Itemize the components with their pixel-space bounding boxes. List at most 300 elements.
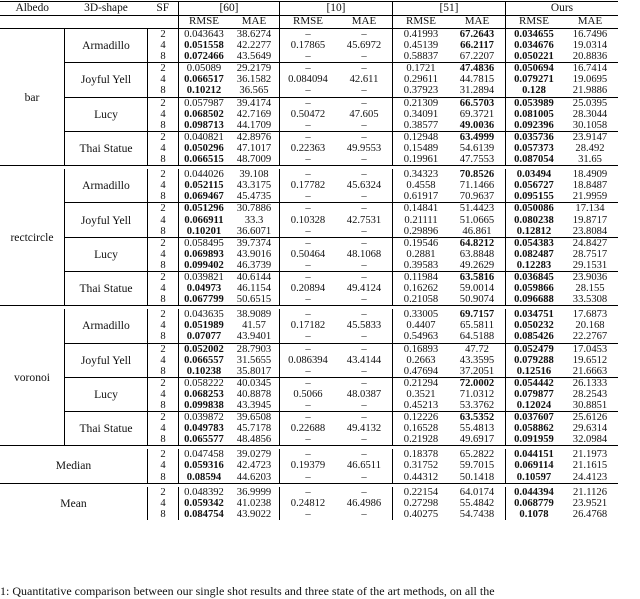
table-cell: –: [336, 237, 393, 249]
table-cell: 0.040821: [179, 131, 230, 143]
table-cell: 0.087054: [506, 154, 563, 166]
table-cell: 0.128: [506, 85, 563, 97]
table-cell: 0.082487: [506, 249, 563, 260]
table-cell: 42.4723: [236, 460, 272, 472]
table-cell: 23.8084: [572, 225, 608, 237]
table-cell: 0.39583: [393, 260, 450, 272]
table-cell: –: [280, 237, 337, 249]
table-cell: –: [361, 309, 367, 321]
table-cell: 43.5649: [236, 51, 272, 63]
table-cell: 0.15489: [393, 143, 450, 154]
table-cell: 55.4842: [459, 497, 495, 509]
table-cell: 0.096688: [506, 294, 563, 306]
table-cell: 0.4558: [393, 180, 450, 191]
table-cell: 0.12226: [393, 412, 450, 424]
table-cell: 28.7517: [572, 248, 608, 260]
table-cell: 45.4735: [236, 191, 272, 203]
table-cell: 0.22363: [280, 143, 337, 154]
shape-label: Joyful Yell: [65, 203, 148, 237]
table-cell: 49.9553: [346, 142, 382, 154]
sf-value: 8: [160, 400, 166, 411]
table-cell: 43.9016: [236, 248, 272, 260]
table-cell: 42.8976: [229, 131, 280, 143]
table-cell: –: [336, 131, 393, 143]
table-cell: 28.3044: [572, 108, 608, 120]
shape-label: Thai Statue: [65, 131, 148, 165]
table-cell: 0.4407: [393, 320, 450, 331]
table-cell: 23.9521: [572, 497, 608, 509]
table-cell: 19.0314: [572, 40, 608, 52]
table-cell: 0.034655: [506, 29, 563, 41]
table-cell: –: [361, 331, 367, 343]
sf-value: 8: [160, 331, 166, 343]
table-cell: 0.072466: [179, 51, 230, 63]
table-cell: 0.068253: [179, 389, 230, 400]
table-cell: 0.10597: [506, 472, 563, 484]
table-cell: 46.861: [462, 225, 492, 237]
table-cell: 0.44312: [393, 472, 450, 484]
table-cell: 0.079271: [506, 74, 563, 85]
table-cell: 0.059342: [179, 498, 230, 509]
table-cell: 32.0984: [572, 434, 608, 446]
table-cell: –: [361, 191, 367, 203]
sf-value: 8: [160, 191, 166, 203]
table-cell: 0.22688: [280, 423, 337, 434]
table-cell: –: [361, 119, 367, 131]
sf-value: 4: [160, 248, 166, 260]
table-cell: 44.7815: [459, 74, 495, 86]
table-cell: 0.050694: [506, 63, 563, 75]
table-cell: 69.7157: [459, 309, 495, 321]
summary-label: Mean: [0, 487, 148, 520]
table-cell: –: [280, 63, 337, 75]
table-body: [0, 29, 618, 520]
shape-label: Thai Statue: [65, 271, 148, 305]
table-cell: –: [280, 412, 337, 424]
table-cell: 0.066517: [179, 74, 230, 85]
table-cell: 0.044394: [506, 487, 563, 498]
table-cell: 0.036845: [506, 271, 563, 283]
albedo-label: voronoi: [0, 309, 65, 446]
header-method-10: [10]: [280, 2, 393, 16]
table-cell: 16.7414: [562, 63, 618, 75]
table-cell: 0.054383: [506, 237, 563, 249]
table-cell: 0.043635: [179, 309, 230, 320]
table-cell: 0.050221: [506, 51, 563, 63]
table-cell: 0.31752: [393, 460, 450, 471]
table-cell: 48.7009: [236, 154, 272, 166]
table-cell: 0.095155: [506, 191, 563, 203]
table-cell: 42.7531: [346, 214, 382, 226]
sf-value: 2: [148, 63, 179, 75]
table-cell: 39.0279: [236, 449, 272, 461]
sf-value: 8: [160, 294, 166, 306]
table-cell: 0.54963: [393, 331, 450, 343]
table-cell: 21.1973: [572, 449, 608, 461]
table-cell: 0.099838: [179, 400, 230, 412]
table-cell: 49.2629: [459, 259, 495, 271]
table-cell: 0.058495: [179, 237, 230, 249]
table-cell: 0.10238: [179, 366, 230, 378]
table-cell: 64.0174: [459, 486, 495, 498]
table-cell: 0.45213: [393, 400, 450, 412]
table-cell: 17.6873: [572, 309, 608, 321]
table-cell: 36.6071: [236, 225, 272, 237]
table-cell: 37.2051: [459, 365, 495, 377]
table-cell: 0.053989: [506, 97, 563, 109]
table-cell: –: [361, 154, 367, 166]
table-cell: 21.1615: [572, 460, 608, 472]
table-cell: 47.1017: [236, 142, 272, 154]
summary-row: [0, 449, 618, 460]
table-row: [0, 271, 618, 283]
table-cell: –: [280, 509, 337, 520]
table-cell: 0.081005: [506, 109, 563, 120]
table-cell: 48.1068: [346, 248, 382, 260]
table-cell: 0.21294: [393, 377, 450, 389]
table-cell: 39.108: [239, 169, 269, 181]
table-cell: 0.58837: [393, 51, 450, 63]
table-row: [0, 237, 618, 249]
shape-label: Joyful Yell: [65, 63, 148, 97]
table-cell: 0.22154: [393, 487, 450, 498]
table-cell: 0.049783: [179, 423, 230, 434]
table-cell: 46.3739: [236, 259, 272, 271]
table-cell: 43.9022: [236, 508, 272, 520]
table-cell: 0.034676: [506, 40, 563, 51]
table-cell: 51.4423: [449, 203, 506, 215]
table-cell: 0.066557: [179, 355, 230, 366]
table-cell: 21.6663: [572, 365, 608, 377]
table-cell: 0.039821: [179, 271, 230, 283]
table-cell: 0.19961: [393, 154, 450, 166]
table-cell: 26.4768: [572, 508, 608, 520]
table-cell: 54.7438: [459, 508, 495, 520]
table-cell: 0.08594: [179, 472, 230, 484]
table-cell: 0.068779: [506, 498, 563, 509]
table-cell: 45.5833: [346, 320, 382, 332]
table-cell: 30.7886: [229, 203, 280, 215]
table-cell: 0.066515: [179, 154, 230, 166]
table-cell: –: [361, 365, 367, 377]
table-cell: 24.8427: [562, 237, 618, 249]
table-cell: –: [280, 472, 337, 484]
table-cell: –: [280, 331, 337, 343]
table-cell: –: [280, 449, 337, 460]
sf-value: 4: [160, 108, 166, 120]
table-cell: 36.1582: [236, 74, 272, 86]
table-cell: 23.9036: [562, 271, 618, 283]
table-cell: 0.18378: [393, 449, 450, 460]
table-cell: 0.057373: [506, 143, 563, 154]
table-cell: –: [336, 63, 393, 75]
table-cell: 18.8487: [572, 180, 608, 192]
table-cell: –: [280, 29, 337, 41]
table-cell: 49.0036: [459, 119, 495, 131]
table-cell: 0.40275: [393, 509, 450, 520]
table-cell: 30.1058: [572, 119, 608, 131]
sf-value: 2: [160, 486, 166, 498]
table-cell: 50.9074: [459, 294, 495, 306]
table-cell: 0.37923: [393, 85, 450, 97]
table-cell: 44.1709: [236, 119, 272, 131]
table-cell: 0.24812: [280, 498, 337, 509]
table-cell: 39.4174: [229, 97, 280, 109]
table-cell: 71.1466: [459, 180, 495, 192]
table-cell: 21.1126: [572, 486, 608, 498]
table-cell: 0.05089: [179, 63, 230, 75]
albedo-label: rectcircle: [0, 169, 65, 306]
table-cell: 0.044026: [179, 169, 230, 180]
table-cell: 0.16893: [393, 343, 450, 355]
table-cell: 48.4856: [236, 434, 272, 446]
table-cell: 39.7374: [229, 237, 280, 249]
table-row: [0, 169, 618, 180]
sf-value: 4: [160, 180, 166, 192]
table-cell: 0.079288: [506, 355, 563, 366]
table-cell: 31.65: [578, 154, 602, 166]
table-cell: –: [361, 29, 367, 40]
table-cell: 28.2543: [572, 388, 608, 400]
table-cell: 20.8836: [572, 51, 608, 63]
table-cell: 50.6515: [236, 294, 272, 306]
table-cell: 0.3521: [393, 389, 450, 400]
table-cell: 23.9147: [562, 131, 618, 143]
table-cell: 0.17182: [280, 320, 337, 331]
table-cell: 63.8848: [459, 248, 495, 260]
sf-value: 8: [160, 154, 166, 166]
table-cell: 42.611: [349, 74, 379, 86]
table-cell: 0.11984: [393, 271, 450, 283]
shape-label: Armadillo: [65, 309, 148, 343]
table-cell: 0.084754: [179, 509, 230, 520]
table-cell: –: [280, 366, 337, 378]
sf-value: 2: [160, 309, 166, 321]
table-cell: –: [280, 169, 337, 180]
header-rmse: RMSE: [179, 16, 230, 29]
table-cell: 40.8878: [236, 388, 272, 400]
table-cell: 40.0345: [229, 377, 280, 389]
table-cell: 36.565: [239, 85, 269, 97]
table-cell: –: [336, 271, 393, 283]
table-cell: 0.34323: [393, 169, 450, 180]
table-cell: –: [361, 449, 367, 461]
table-cell: 0.052479: [506, 343, 563, 355]
table-cell: 0.34091: [393, 109, 450, 120]
table-cell: 29.2179: [229, 63, 280, 75]
table-cell: 67.2207: [459, 51, 495, 63]
table-cell: 0.50464: [280, 249, 337, 260]
table-cell: 64.5188: [459, 331, 495, 343]
results-table: [0, 1, 618, 520]
table-cell: 49.4124: [346, 283, 382, 295]
table-cell: 0.065577: [179, 434, 230, 446]
table-cell: 0.12948: [393, 131, 450, 143]
table-cell: –: [280, 191, 337, 203]
table-cell: 0.059316: [179, 460, 230, 471]
table-cell: 0.080238: [506, 215, 563, 226]
sf-value: 8: [160, 434, 166, 446]
table-cell: 54.6139: [459, 142, 495, 154]
sf-value: 8: [160, 508, 166, 520]
table-cell: 28.492: [575, 142, 605, 154]
table-cell: 0.051296: [179, 203, 230, 215]
sf-value: 4: [160, 214, 166, 226]
table-cell: 0.086394: [280, 355, 337, 366]
table-cell: 0.47694: [393, 366, 450, 378]
table-cell: 70.9637: [459, 191, 495, 203]
header-mae: MAE: [449, 16, 506, 29]
table-cell: 0.38577: [393, 120, 450, 132]
table-cell: 17.0453: [562, 343, 618, 355]
table-cell: 59.7015: [459, 460, 495, 472]
table-cell: –: [280, 377, 337, 389]
table-cell: 0.45139: [393, 40, 450, 51]
table-cell: 0.21309: [393, 97, 450, 109]
table-cell: 0.079877: [506, 389, 563, 400]
table-cell: –: [361, 486, 367, 498]
table-cell: 0.29896: [393, 226, 450, 238]
sf-value: 2: [160, 29, 166, 40]
table-cell: 0.19546: [393, 237, 450, 249]
table-cell: 0.050086: [506, 203, 563, 215]
table-cell: –: [336, 343, 393, 355]
summary-label: Median: [0, 449, 148, 483]
table-cell: –: [280, 400, 337, 412]
table-cell: –: [336, 97, 393, 109]
table-cell: 25.0395: [562, 97, 618, 109]
table-cell: 0.19379: [280, 460, 337, 471]
table-cell: 0.16262: [393, 283, 450, 294]
table-cell: –: [280, 271, 337, 283]
sf-value: 4: [160, 460, 166, 472]
table-cell: 36.9999: [236, 486, 272, 498]
table-cell: –: [361, 259, 367, 271]
table-cell: 66.2117: [460, 40, 494, 52]
table-cell: 0.5066: [280, 389, 337, 400]
albedo-label: bar: [0, 29, 65, 166]
table-cell: 67.2643: [459, 29, 495, 40]
table-row: [0, 309, 618, 320]
table-cell: 29.1531: [572, 259, 608, 271]
table-cell: –: [280, 343, 337, 355]
sf-value: 2: [148, 203, 179, 215]
table-cell: 47.4836: [449, 63, 506, 75]
table-cell: 19.6512: [572, 354, 608, 366]
sf-value: 4: [160, 320, 166, 332]
table-cell: 43.3945: [236, 400, 272, 411]
sf-value: 2: [160, 449, 166, 461]
table-cell: 0.058862: [506, 423, 563, 434]
table-cell: 0.067799: [179, 294, 230, 306]
table-cell: 0.068502: [179, 109, 230, 120]
table-cell: –: [280, 85, 337, 97]
table-cell: 0.052115: [179, 180, 230, 191]
table-cell: 70.8526: [459, 169, 495, 181]
table-cell: –: [280, 131, 337, 143]
table-row: [0, 63, 618, 75]
table-cell: 19.0695: [572, 74, 608, 86]
sf-value: 2: [148, 271, 179, 283]
table-cell: –: [361, 169, 367, 181]
table-cell: –: [280, 434, 337, 446]
table-cell: 0.084094: [280, 74, 337, 85]
table-cell: 50.1418: [459, 471, 495, 483]
table-cell: 0.21058: [393, 294, 450, 306]
table-cell: –: [336, 377, 393, 389]
sf-value: 2: [148, 97, 179, 109]
header-sf: SF: [148, 2, 179, 16]
header-rmse: RMSE: [280, 16, 337, 29]
sf-value: 2: [148, 343, 179, 355]
table-cell: 0.1721: [393, 63, 450, 75]
table-cell: 19.8717: [572, 214, 608, 226]
header-method-51: [51]: [393, 2, 506, 16]
table-cell: 0.056727: [506, 180, 563, 191]
shape-label: Thai Statue: [65, 412, 148, 446]
table-cell: 31.2894: [459, 85, 495, 97]
table-cell: 0.051989: [179, 320, 230, 331]
table-cell: 31.5655: [236, 354, 272, 366]
table-cell: 49.4132: [346, 423, 382, 435]
table-cell: –: [361, 508, 367, 520]
sf-value: 4: [160, 354, 166, 366]
shape-label: Lucy: [65, 237, 148, 271]
table-cell: 0.069893: [179, 249, 230, 260]
table-cell: 0.07077: [179, 331, 230, 343]
table-cell: 16.7496: [572, 29, 608, 40]
table-cell: 0.066911: [179, 215, 230, 226]
table-cell: 0.61917: [393, 191, 450, 203]
table-cell: 24.4123: [572, 471, 608, 483]
table-cell: 33.5308: [572, 294, 608, 306]
table-cell: 53.3762: [459, 400, 495, 411]
table-cell: –: [361, 471, 367, 483]
table-cell: 46.6511: [346, 460, 382, 472]
table-cell: 18.4909: [572, 169, 608, 181]
table-cell: 47.72: [449, 343, 506, 355]
sf-value: 4: [160, 40, 166, 52]
shape-label: Joyful Yell: [65, 343, 148, 377]
table-cell: 63.5816: [449, 271, 506, 283]
table-cell: 0.04973: [179, 283, 230, 294]
table-cell: 45.7178: [236, 423, 272, 435]
table-row: [0, 377, 618, 389]
header-rmse: RMSE: [393, 16, 450, 29]
table-cell: 44.6203: [236, 471, 272, 483]
table-cell: –: [336, 412, 393, 424]
table-cell: 0.058222: [179, 377, 230, 389]
table-cell: 38.6274: [236, 29, 272, 40]
sf-value: 4: [160, 74, 166, 86]
sf-value: 2: [148, 377, 179, 389]
table-cell: 0.12812: [506, 226, 563, 238]
table-cell: 63.5352: [449, 412, 506, 424]
table-cell: 0.21111: [393, 215, 450, 226]
table-row: [0, 29, 618, 41]
table-cell: 0.039872: [179, 412, 230, 424]
table-row: [0, 97, 618, 109]
table-cell: –: [336, 203, 393, 215]
header-method-ours: Ours: [506, 2, 619, 16]
table-cell: 0.050232: [506, 320, 563, 331]
table-cell: 21.9886: [572, 85, 608, 97]
table-cell: 0.27298: [393, 498, 450, 509]
table-cell: 0.17782: [280, 180, 337, 191]
table-cell: 0.069467: [179, 191, 230, 203]
table-cell: 59.0014: [459, 283, 495, 295]
table-cell: 0.054442: [506, 377, 563, 389]
